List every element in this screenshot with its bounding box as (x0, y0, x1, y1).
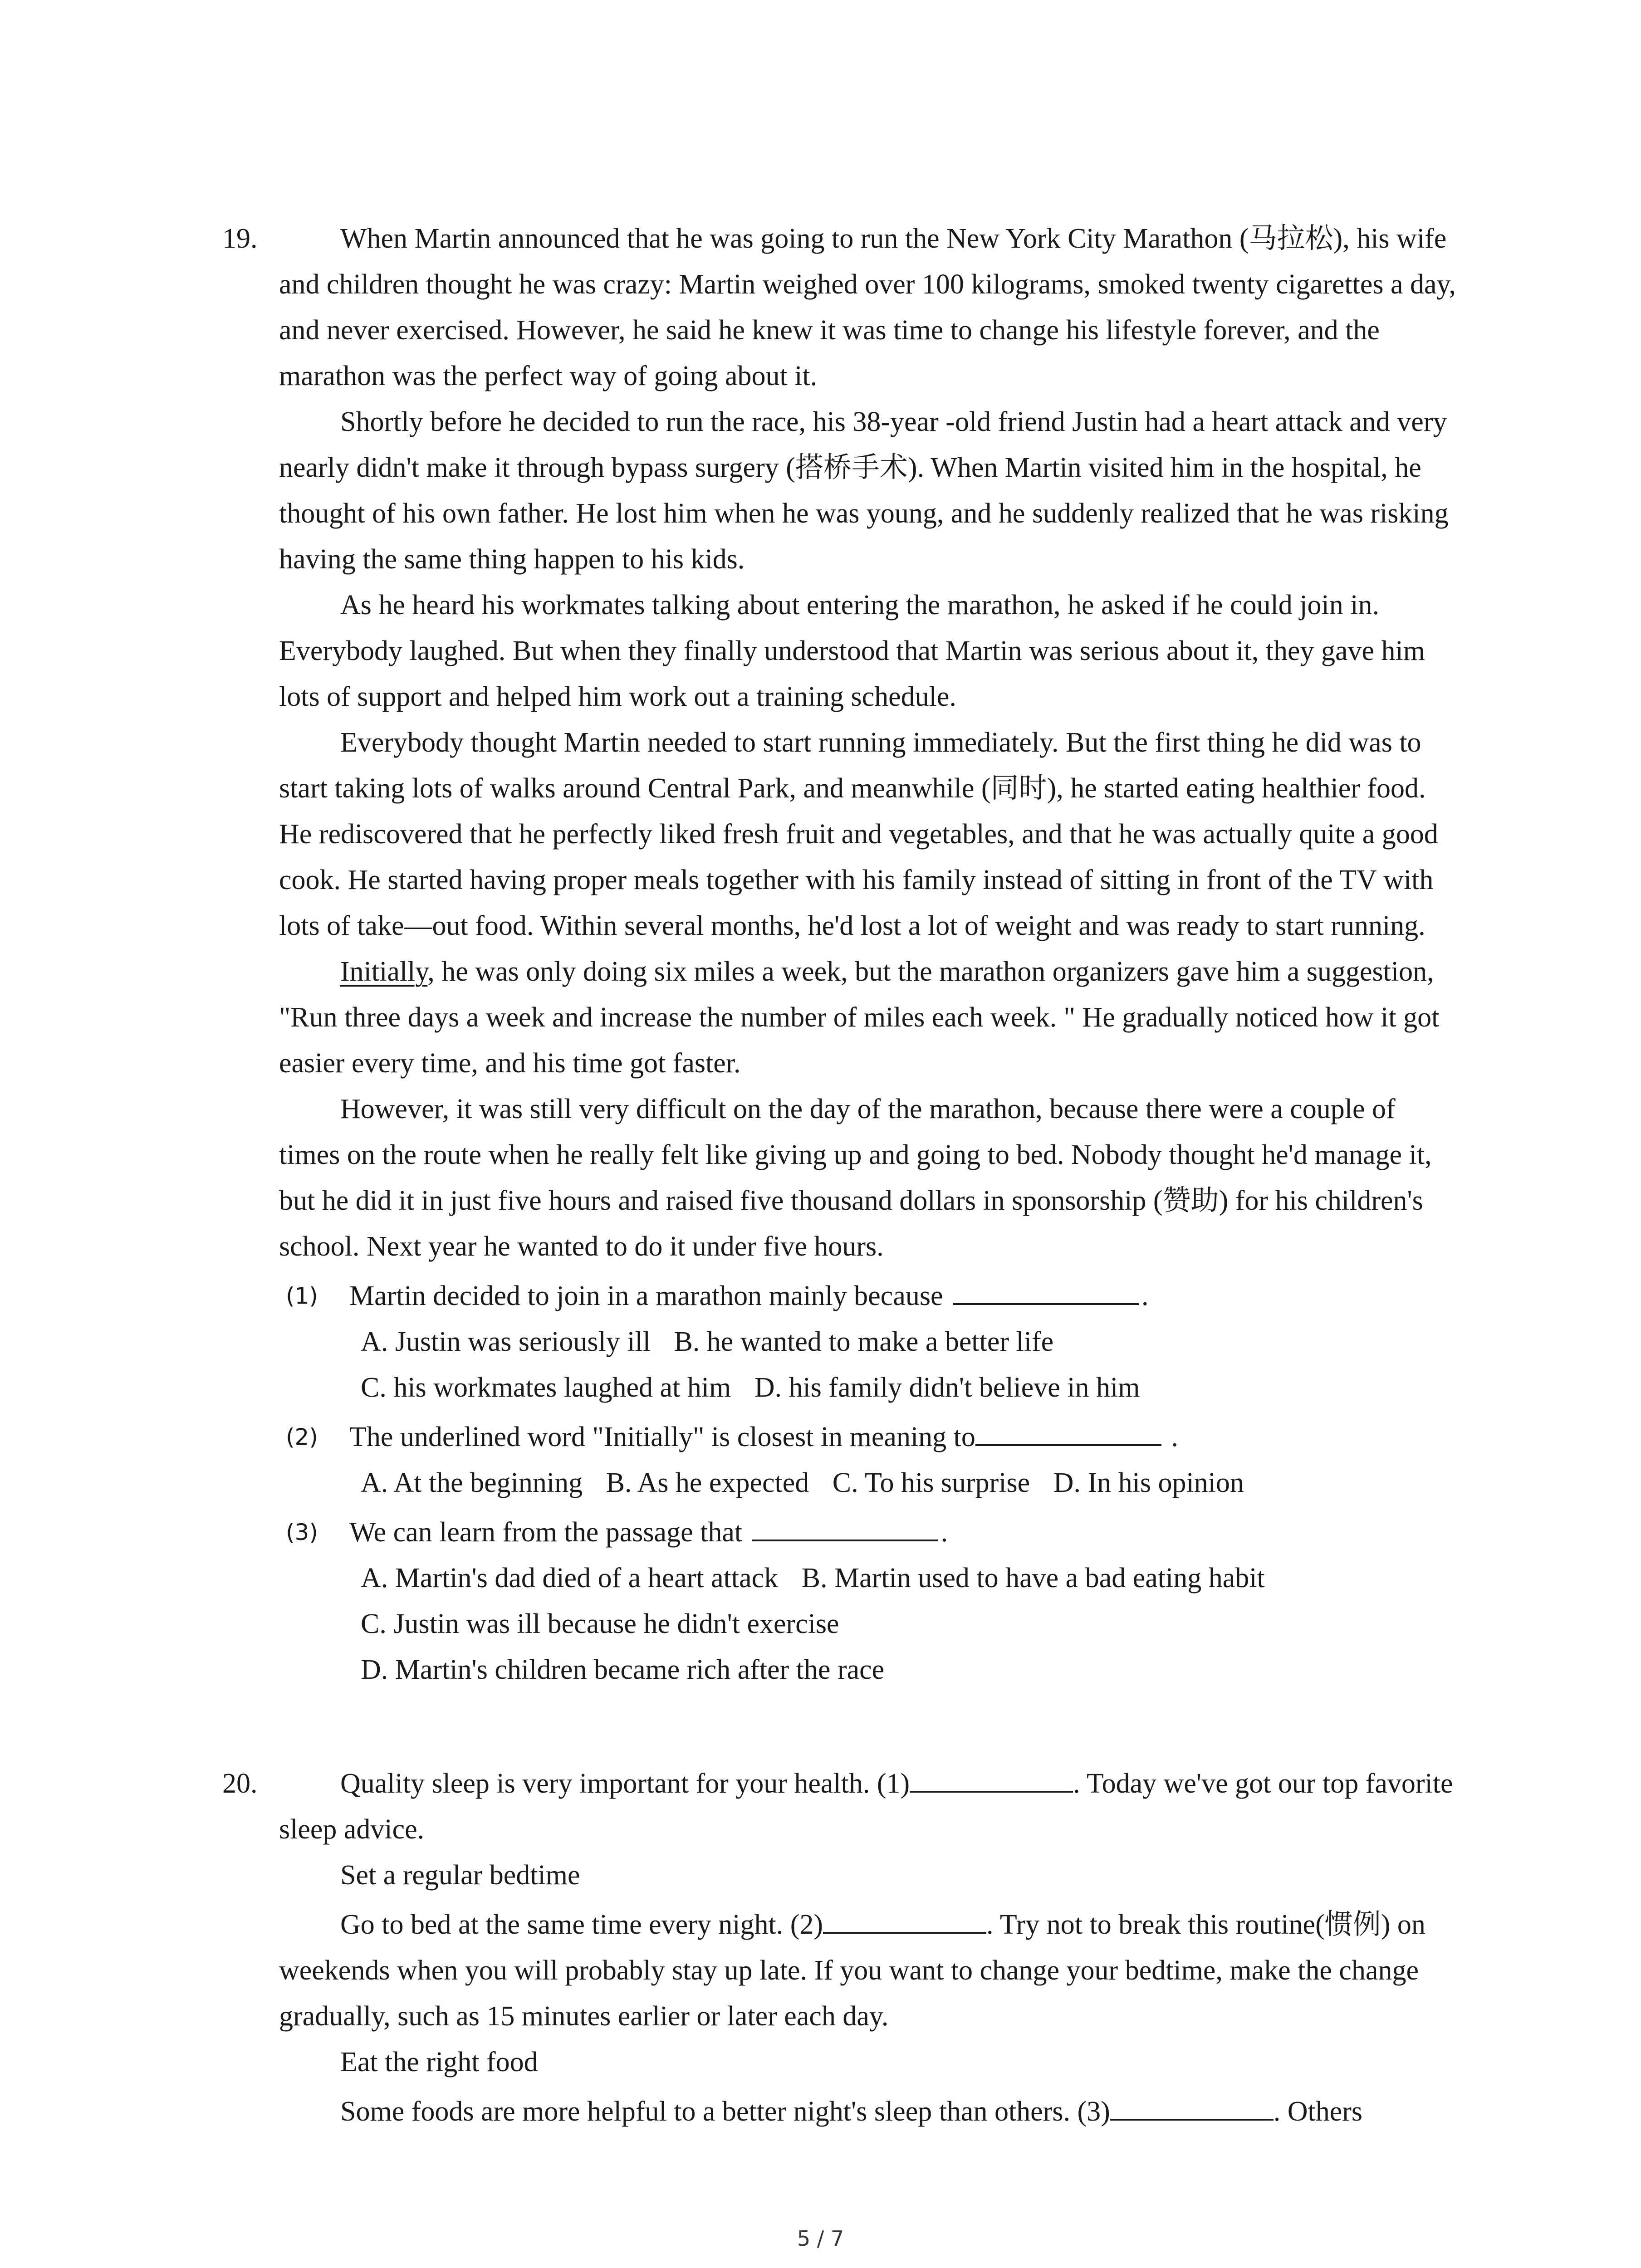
option-a[interactable]: A. Martin's dad died of a heart attack (361, 1563, 779, 1593)
option-line (286, 1601, 1465, 1647)
passage-paragraph (279, 949, 1459, 1086)
sub-question-1: (1) Martin decided to join in a marathon mainly because . A. Justin was seriously ill B. he wanted to make a better life C. his workmates laughed at him D. his family didn't believe in him (286, 1273, 1465, 1411)
passage-paragraph: When Martin announced that he was going to run the New York City Marathon (马拉松), his wife and children thought he was crazy: Martin weighed over 100 kilograms, smoked twenty cigarettes a day, and never exercised. However, he said he knew it was time to change his lifestyle forever, and the marathon was the perfect way of going about it. (279, 223, 1456, 391)
option-line (286, 1460, 1465, 1506)
question-number: 20. (222, 1768, 258, 1799)
passage-paragraph: Some foods are more helpful to a better night's sleep than others. (3) . Others (279, 2089, 1459, 2135)
option-b[interactable]: B. As he expected (606, 1467, 809, 1498)
question-20 (222, 1761, 1465, 2135)
answer-blank[interactable] (975, 1416, 1161, 1446)
question-list (222, 1273, 1465, 1693)
option-c[interactable]: C. his workmates laughed at him (361, 1372, 731, 1403)
option-d[interactable]: D. Martin's children became rich after the race (361, 1654, 885, 1685)
sub-question-number: (1) (286, 1283, 318, 1309)
sub-question-2: (2) The underlined word "Initially" is closest in meaning to . A. At the beginning B. As he expected C. To his surprise D. In his opinion (286, 1414, 1465, 1506)
option-d[interactable]: D. his family didn't believe in him (754, 1372, 1140, 1403)
passage-paragraph: Shortly before he decided to run the race, his 38-year -old friend Justin had a heart attack and very nearly didn't make it through bypass surgery (搭桥手术). When Martin visited him in the hospital, he thought of his own father. He lost him when he was young, and he suddenly realized that he was risking having the same thing happen to his kids. (279, 406, 1449, 575)
answer-blank-2[interactable] (823, 1904, 986, 1934)
question-stem: The underlined word "Initially" is closest in meaning to (349, 1422, 975, 1452)
sub-question-3: (3) We can learn from the passage that . A. Martin's dad died of a heart attack B. Martin used to have a bad eating habit C. Justin was ill because he didn't exercise D. Martin's children became rich after the race (286, 1510, 1465, 1693)
reading-passage (279, 216, 1459, 1270)
section-heading: Set a regular bedtime (340, 1860, 580, 1891)
question-stem: Martin decided to join in a marathon mainly because (349, 1281, 943, 1311)
option-line (286, 1365, 1465, 1411)
passage-paragraph: Everybody thought Martin needed to start running immediately. But the first thing he did was to start taking lots of walks around Central Park, and meanwhile (同时), he started eating healthier food. He rediscovered that he perfectly liked fresh fruit and vegetables, and that he was actually quite a good cook. He started having proper meals together with his family instead of sitting in front of the TV with lots of take—out food. Within several months, he'd lost a lot of weight and was ready to start running. (279, 727, 1438, 941)
answer-blank[interactable] (953, 1275, 1139, 1305)
section-heading: Eat the right food (340, 2047, 538, 2077)
option-b[interactable]: B. Martin used to have a bad eating habit (801, 1563, 1265, 1593)
question-stem: We can learn from the passage that (349, 1517, 743, 1548)
reading-passage (279, 1761, 1459, 2135)
option-c[interactable]: C. To his surprise (832, 1467, 1030, 1498)
sub-question-number: (2) (286, 1424, 318, 1450)
option-b[interactable]: B. he wanted to make a better life (674, 1326, 1054, 1357)
option-c[interactable]: C. Justin was ill because he didn't exercise (361, 1608, 839, 1639)
page-number: 5 / 7 (797, 2226, 844, 2251)
passage-paragraph: As he heard his workmates talking about entering the marathon, he asked if he could join in. Everybody laughed. But when they finally understood that Martin was serious about it, they gave him lots of support and helped him work out a training schedule. (279, 590, 1425, 712)
passage-paragraph: However, it was still very difficult on the day of the marathon, because there were a couple of times on the route when he really felt like giving up and going to bed. Nobody thought he'd manage it, but he did it in just five hours and raised five thousand dollars in sponsorship (赞助) for his children's school. Next year he wanted to do it under five hours. (279, 1094, 1432, 1262)
answer-blank[interactable] (752, 1511, 938, 1541)
option-line (286, 1647, 1465, 1693)
underlined-word: Initially (340, 956, 428, 987)
answer-blank-1[interactable] (910, 1763, 1073, 1793)
question-number: 19. (222, 223, 258, 254)
paragraph-text: , he was only doing six miles a week, but the marathon organizers gave him a suggestion, "Run three days a week and increase the number of miles each week. " He gradually noticed how it got easier every time, and his time got faster. (279, 956, 1440, 1079)
question-19 (222, 216, 1465, 1693)
sub-question-number: (3) (286, 1519, 318, 1545)
option-d[interactable]: D. In his opinion (1053, 1467, 1244, 1498)
option-a[interactable]: A. Justin was seriously ill (361, 1326, 651, 1357)
option-line (286, 1319, 1465, 1365)
option-a[interactable]: A. At the beginning (361, 1467, 583, 1498)
passage-paragraph: Quality sleep is very important for your health. (1) . Today we've got our top favorite sleep advice. (279, 1761, 1459, 1853)
option-line (286, 1555, 1465, 1601)
answer-blank-3[interactable] (1110, 2091, 1274, 2121)
passage-paragraph: Go to bed at the same time every night. (2) . Try not to break this routine(惯例) on weekends when you will probably stay up late. If you want to change your bedtime, make the change gradually, such as 15 minutes earlier or later each day. (279, 1902, 1459, 2039)
